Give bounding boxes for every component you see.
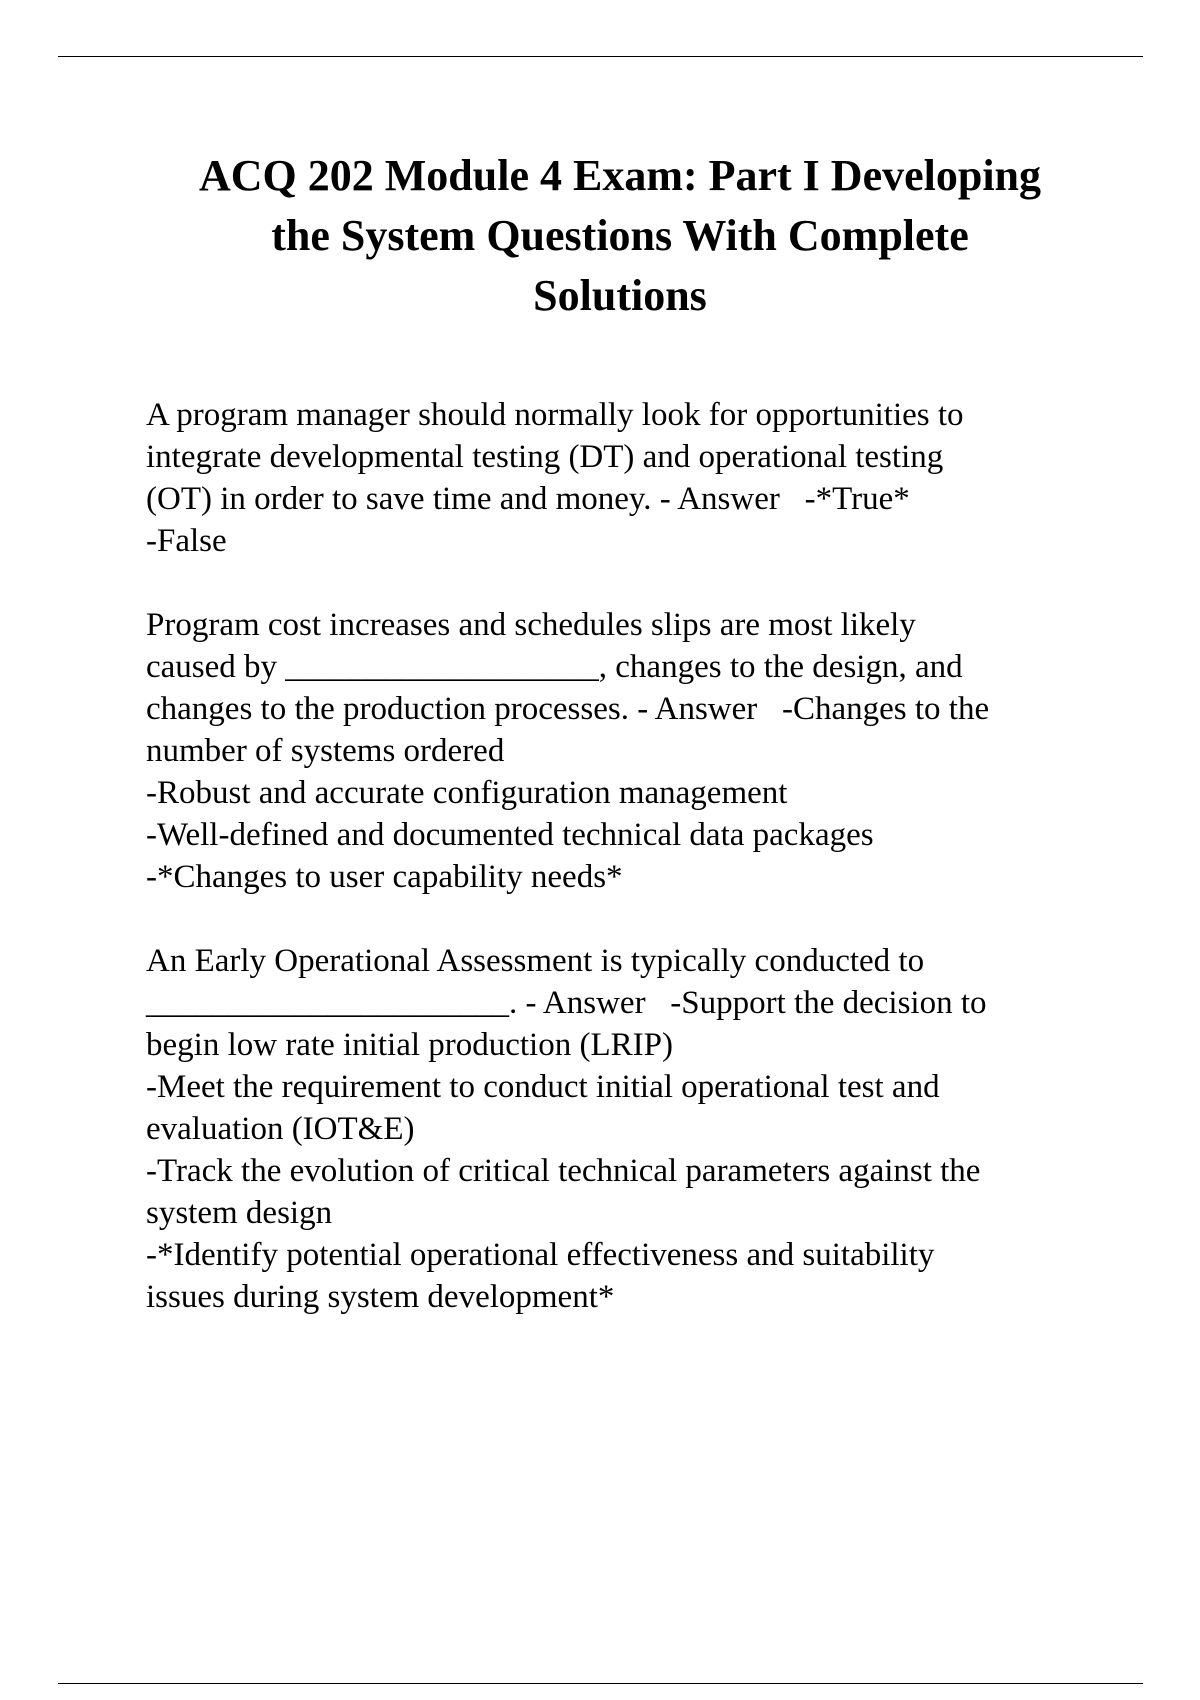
- answer-option: -*Identify potential operational effectiveness and suitability: [146, 1237, 935, 1273]
- question-line: A program manager should normally look for opportunities to: [146, 397, 964, 433]
- answer-option: issues during system development*: [146, 1279, 615, 1315]
- answer-option: begin low rate initial production (LRIP): [146, 1027, 673, 1063]
- question-list: [146, 394, 1106, 1360]
- question-line: (OT) in order to save time and money. - Answer -*True*: [146, 481, 910, 517]
- question-line: integrate developmental testing (DT) and operational testing: [146, 439, 944, 475]
- question-line: caused by ___________________, changes to the design, and: [146, 649, 963, 685]
- top-rule: [58, 56, 1143, 57]
- question-line: ______________________. - Answer -Support the decision to: [146, 985, 987, 1021]
- answer-option: evaluation (IOT&E): [146, 1111, 415, 1147]
- answer-option: -Track the evolution of critical technical parameters against the: [146, 1153, 981, 1189]
- answer-option: number of systems ordered: [146, 733, 505, 769]
- bottom-rule: [58, 1683, 1143, 1684]
- title-line: ACQ 202 Module 4 Exam: Part I Developing: [198, 151, 1042, 200]
- answer-option: -Well-defined and documented technical data packages: [146, 817, 874, 853]
- title-line: the System Questions With Complete: [271, 211, 969, 260]
- answer-option: -False: [146, 523, 227, 559]
- question-1: [146, 394, 1106, 562]
- page-title: [100, 146, 1140, 326]
- answer-option: -*Changes to user capability needs*: [146, 859, 623, 895]
- question-line: changes to the production processes. - Answer -Changes to the: [146, 691, 990, 727]
- title-line: Solutions: [533, 271, 707, 320]
- answer-option: -Robust and accurate configuration management: [146, 775, 788, 811]
- answer-option: -Meet the requirement to conduct initial operational test and: [146, 1069, 940, 1105]
- question-3: [146, 940, 1106, 1318]
- question-line: Program cost increases and schedules slips are most likely: [146, 607, 916, 643]
- answer-option: system design: [146, 1195, 333, 1231]
- question-line: An Early Operational Assessment is typically conducted to: [146, 943, 925, 979]
- question-2: [146, 604, 1106, 898]
